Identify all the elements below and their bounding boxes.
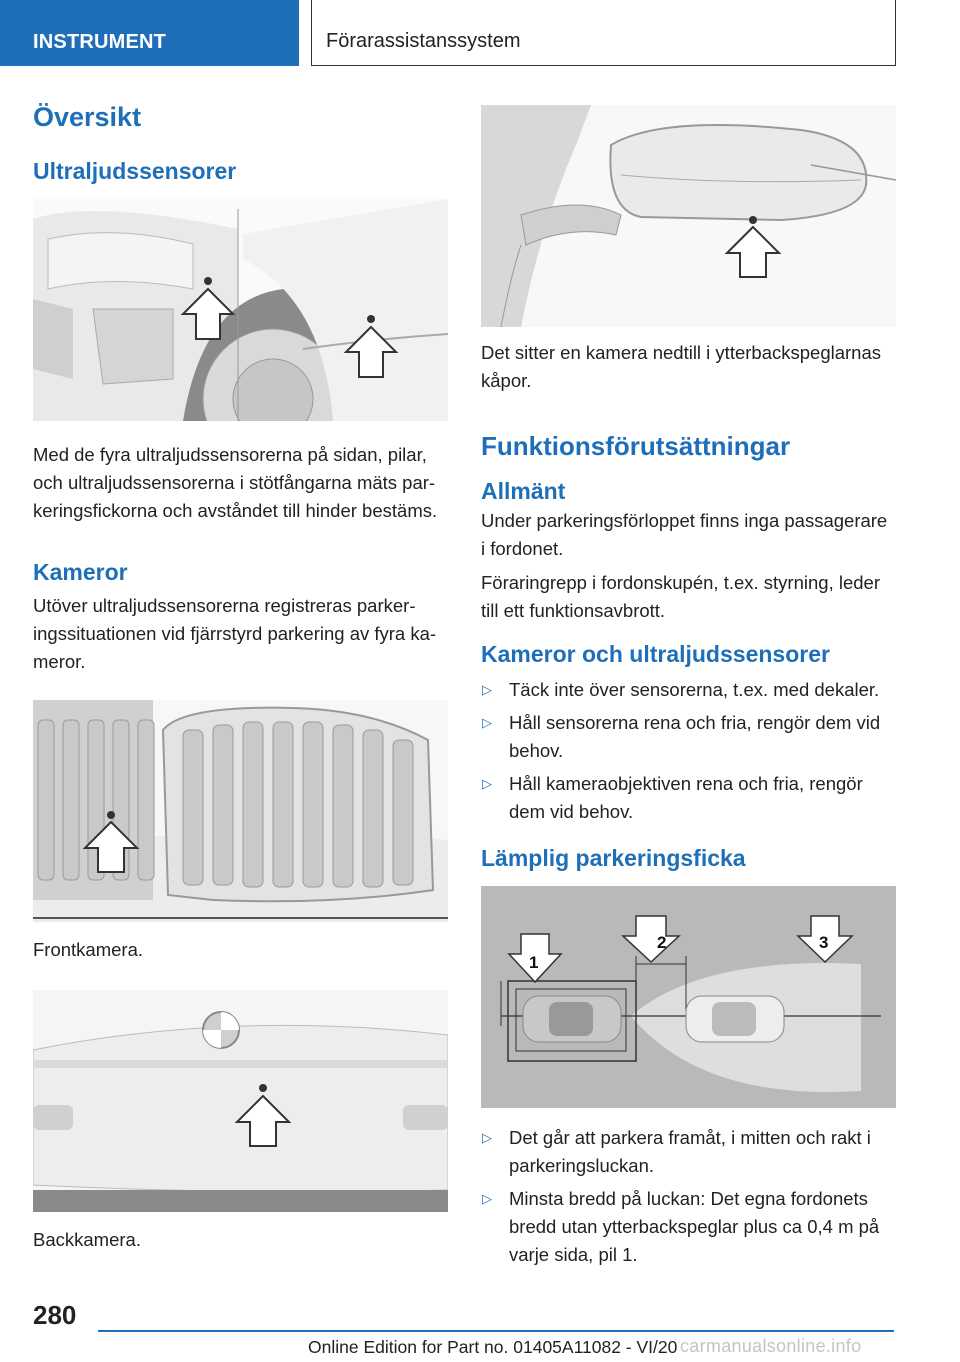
triangle-bullet-icon: ▷ [482, 776, 492, 791]
cam-sensors-heading: Kameror och ultraljudssensorer [481, 641, 830, 667]
parked-car-icon [523, 996, 621, 1042]
general-text-1: Under parkeringsförloppet finns inga passagerare i fordonet. [481, 510, 888, 559]
right-column [481, 105, 896, 1274]
space-list [481, 1124, 896, 1269]
car-side-sensors-illustration [33, 199, 448, 421]
triangle-bullet-icon: ▷ [482, 715, 492, 730]
triangle-bullet-icon: ▷ [482, 682, 492, 697]
diagram-label-3: 3 [819, 933, 829, 952]
cameras-heading: Kameror [33, 559, 128, 585]
parking-diagram-illustration [481, 886, 896, 1108]
triangle-bullet-icon: ▷ [482, 1130, 492, 1145]
ultrasound-text: Med de fyra ultraljudssensorerna på sidan, pilar, och ultraljudssensorerna i stötfångarna mäts parkeringsfickorna och avståndet till hinder bestäms. [33, 444, 438, 521]
space-heading: Lämplig parkeringsficka [481, 845, 746, 871]
footer-divider [98, 1330, 894, 1332]
approaching-car-icon [686, 996, 784, 1042]
mirror-camera-text: Det sitter en kamera nedtill i ytterbackspeglarnas kåpor. [481, 342, 881, 391]
edition-text: Online Edition for Part no. 01405A11082 - VI/20 [308, 1337, 678, 1357]
left-column [33, 95, 448, 1260]
mirror-camera-image [481, 105, 896, 327]
watermark: carmanualsonline.info [680, 1336, 862, 1356]
requirements-heading: Funktionsförutsättningar [481, 431, 791, 461]
ultrasound-sensors-image [33, 199, 448, 421]
cam-sensors-list [481, 676, 896, 826]
list-item: ▷ Täck inte över sensorerna, t.ex. med dekaler. [481, 676, 896, 704]
page-title: Översikt [33, 102, 142, 132]
rear-camera-caption: Backkamera. [33, 1229, 141, 1250]
ultrasound-heading: Ultraljudssensorer [33, 158, 237, 184]
page-number: 280 [33, 1300, 77, 1330]
diagram-label-2: 2 [657, 933, 667, 952]
parking-space-diagram [481, 886, 896, 1108]
general-heading: Allmänt [481, 478, 566, 504]
grille-camera-illustration [33, 700, 448, 922]
list-item: ▷ Håll kameraobjektiven rena och fria, rengör dem vid behov. [481, 770, 896, 826]
chapter-title: Förarassistanssystem [311, 0, 896, 66]
general-text-2: Föraringrepp i fordonskupén, t.ex. styrning, leder till ett funktionsavbrott. [481, 572, 880, 621]
list-item: ▷ Minsta bredd på luckan: Det egna fordonets bredd utan ytterbackspeglar plus ca 0,4 m på varje sida, pil 1. [481, 1185, 896, 1269]
cameras-text: Utöver ultraljudssensorerna registreras parkeringssituationen vid fjärrstyrd parkering av fyra kameror. [33, 595, 437, 672]
front-camera-caption: Frontkamera. [33, 939, 144, 960]
section-tab: INSTRUMENT [0, 0, 299, 66]
diagram-label-1: 1 [529, 953, 539, 972]
trunk-camera-illustration [33, 990, 448, 1212]
rear-camera-image [33, 990, 448, 1212]
list-item: ▷ Det går att parkera framåt, i mitten och rakt i parkeringsluckan. [481, 1124, 896, 1180]
triangle-bullet-icon: ▷ [482, 1191, 492, 1206]
list-item: ▷ Håll sensorerna rena och fria, rengör dem vid behov. [481, 709, 896, 765]
front-camera-image [33, 700, 448, 922]
side-mirror-camera-illustration [481, 105, 896, 327]
